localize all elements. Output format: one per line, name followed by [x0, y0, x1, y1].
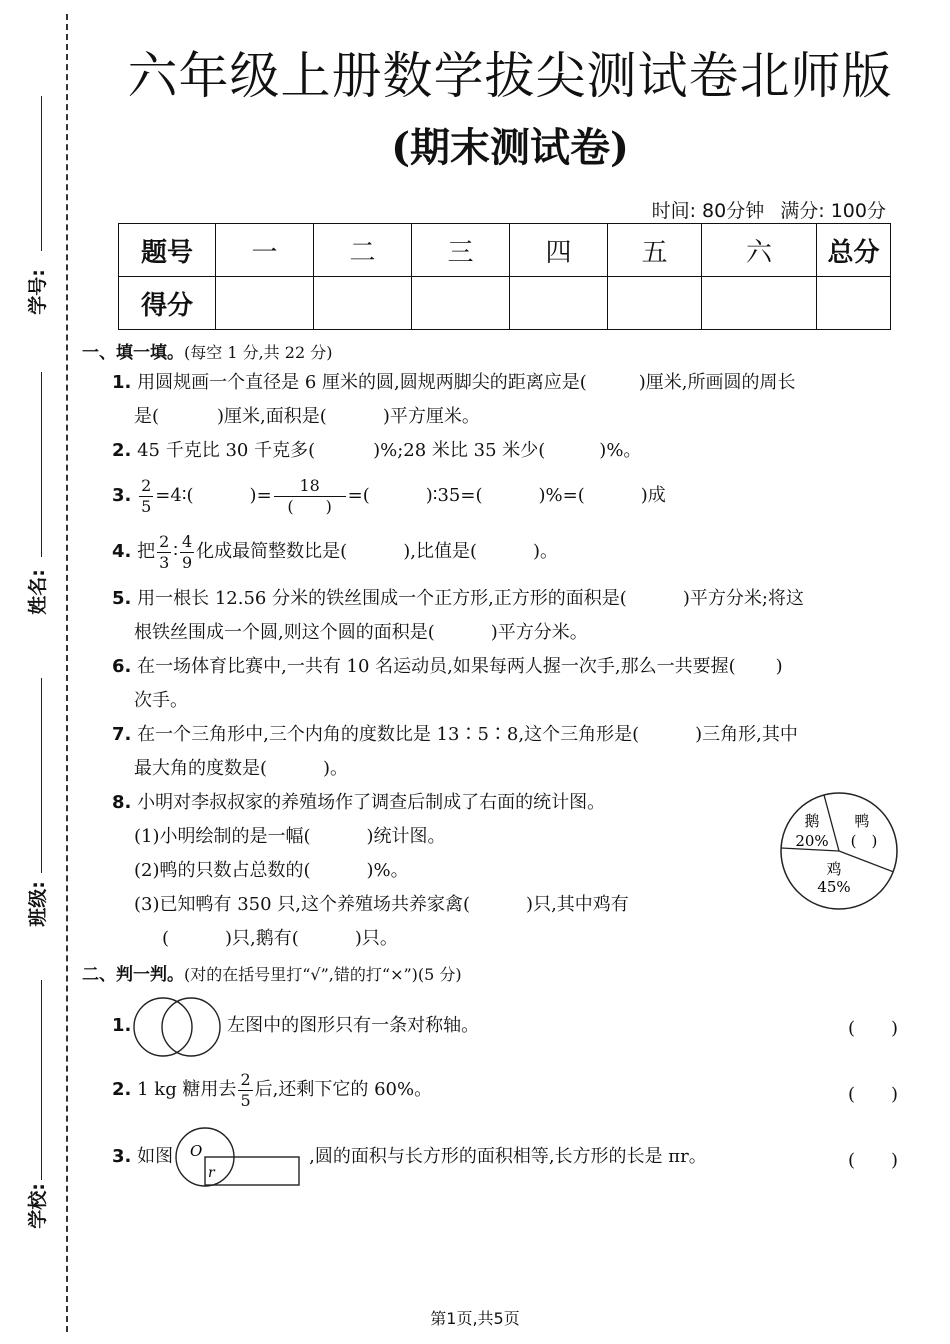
question-1-2 — [112, 434, 902, 468]
section2-title — [82, 960, 462, 985]
question-text: )三角形,其中 — [695, 724, 798, 745]
question-text: )厘米,面积是( — [217, 406, 327, 427]
score-cell[interactable] — [608, 277, 702, 330]
radius-label-r: r — [208, 1165, 215, 1181]
question-text: 在一场体育比赛中,一共有 10 名运动员,如果每两人握一次手,那么一共要握( — [137, 656, 736, 677]
fraction-denominator: 3 — [159, 552, 170, 572]
section2-heading: 二、判一判。 — [82, 965, 184, 985]
score-table-header-row — [119, 224, 891, 277]
fraction-numerator: 2 — [141, 475, 152, 495]
section1-heading: 一、填一填。 — [82, 343, 184, 363]
question-1-8 — [112, 786, 772, 956]
question-1-4 — [112, 530, 902, 574]
question-number: 2. — [112, 1079, 132, 1100]
page-footer: 第1页,共5页 — [430, 1309, 520, 1328]
pie-label-chicken: 鸡 — [826, 860, 842, 878]
name-label: 姓名: — [26, 569, 49, 615]
section1-title — [82, 338, 332, 363]
left-circle — [134, 998, 192, 1056]
section2-note: (对的在括号里打“√”,错的打“×”)(5 分) — [184, 965, 462, 984]
right-circle — [162, 998, 220, 1056]
score-cell[interactable] — [412, 277, 510, 330]
question-number: 3. — [112, 485, 132, 506]
question-text: )%。 — [599, 440, 642, 461]
binding-dashed-line — [66, 14, 68, 1332]
question-text: )只,鹅有( — [225, 928, 299, 949]
student-id-field — [14, 96, 54, 316]
exam-time: 时间: 80分钟 — [651, 200, 765, 222]
score-header-cell: 总分 — [817, 224, 891, 277]
exam-subtitle: (期末测试卷) — [391, 124, 629, 171]
score-header-cell: 四 — [510, 224, 608, 277]
fraction-denominator: 5 — [141, 496, 152, 516]
question-text: )统计图。 — [366, 826, 446, 847]
exam-full-score: 满分: 100分 — [780, 200, 886, 222]
question-text: 左图中的图形只有一条对称轴。 — [227, 1015, 480, 1036]
pie-value-goose: 20% — [795, 832, 829, 850]
center-label-o: O — [190, 1142, 203, 1160]
question-text: )。 — [323, 758, 349, 779]
question-text: ,圆的面积与长方形的面积相等,长方形的长是 πr。 — [309, 1146, 707, 1167]
pie-value-chicken: 45% — [817, 878, 851, 896]
fraction-numerator: 4 — [181, 531, 193, 551]
score-header-cell: 二 — [314, 224, 412, 277]
score-header-cell: 题号 — [119, 224, 216, 277]
judge-paren[interactable]: ( ) — [847, 1084, 898, 1105]
score-header-cell: 三 — [412, 224, 510, 277]
pie-slice-boundary — [839, 851, 893, 872]
question-number: 6. — [112, 656, 132, 677]
question-text: )%;28 米比 35 米少( — [373, 440, 546, 461]
question-text: (3)已知鸭有 350 只,这个养殖场共养家禽( — [134, 894, 471, 915]
fraction-denominator-blank[interactable]: ( ) — [287, 496, 332, 516]
judge-paren[interactable]: ( ) — [847, 1018, 898, 1039]
fraction-4-9 — [180, 532, 194, 573]
question-2-2 — [112, 1068, 902, 1112]
pie-label-duck: 鸭 — [854, 812, 870, 830]
question-text: )只,其中鸡有 — [526, 894, 629, 915]
class-label: 班级: — [26, 881, 49, 927]
question-text: 把 — [137, 541, 156, 562]
score-row-label: 得分 — [119, 277, 216, 330]
question-text: 如图 — [137, 1146, 174, 1167]
class-line[interactable] — [41, 678, 42, 873]
question-text: )%。 — [366, 860, 409, 881]
score-header-cell: 一 — [216, 224, 314, 277]
ratio-colon: ∶ — [173, 541, 178, 562]
question-text: 次手。 — [134, 690, 188, 711]
score-cell[interactable] — [216, 277, 314, 330]
question-1-1 — [112, 366, 902, 434]
score-cell[interactable] — [702, 277, 817, 330]
score-header-cell: 五 — [608, 224, 702, 277]
question-number: 2. — [112, 440, 132, 461]
fraction-denominator: 9 — [181, 552, 193, 572]
circle-rectangle-figure — [174, 1126, 302, 1188]
question-1-6 — [112, 650, 902, 718]
question-text: )厘米,所画圆的周长 — [638, 372, 796, 393]
question-text: )%=( — [538, 485, 585, 506]
question-text: )成 — [640, 485, 666, 506]
question-text: 用一根长 12.56 分米的铁丝围成一个正方形,正方形的面积是( — [137, 588, 627, 609]
poultry-pie-chart — [776, 788, 902, 914]
question-text: )平方厘米。 — [382, 406, 480, 427]
score-table — [118, 223, 891, 330]
school-label: 学校: — [26, 1183, 49, 1229]
question-text: 最大角的度数是( — [134, 758, 268, 779]
fraction-denominator: 5 — [240, 1090, 251, 1110]
pie-value-duck: ( ) — [850, 832, 878, 850]
question-text: ( — [162, 928, 170, 949]
question-text: 后,还剩下它的 60%。 — [254, 1079, 433, 1100]
question-text: 1 kg 糖用去 — [137, 1079, 237, 1100]
score-cell[interactable] — [510, 277, 608, 330]
question-text: =( — [347, 485, 370, 506]
question-number: 7. — [112, 724, 132, 745]
score-cell[interactable] — [314, 277, 412, 330]
fraction-2-5 — [139, 476, 153, 517]
rectangle — [205, 1157, 299, 1185]
exam-title: 六年级上册数学拔尖测试卷北师版 — [127, 47, 893, 105]
fraction-18-blank — [274, 476, 346, 517]
question-text: )= — [249, 485, 272, 506]
fraction-2-5 — [238, 1070, 252, 1111]
exam-info — [642, 196, 886, 223]
question-number: 5. — [112, 588, 132, 609]
name-field — [14, 372, 54, 622]
student-id-label: 学号: — [26, 269, 49, 315]
name-line[interactable] — [41, 372, 42, 557]
school-field — [14, 980, 54, 1240]
question-number: 1. — [112, 1015, 132, 1036]
question-text: 小明对李叔叔家的养殖场作了调查后制成了右面的统计图。 — [137, 792, 606, 813]
question-text: 在一个三角形中,三个内角的度数比是 13∶5∶8,这个三角形是( — [137, 724, 640, 745]
question-1-7 — [112, 718, 902, 786]
score-cell[interactable] — [817, 277, 891, 330]
section1-note: (每空 1 分,共 22 分) — [184, 343, 333, 362]
question-number: 1. — [112, 372, 132, 393]
question-number: 8. — [112, 792, 132, 813]
school-line[interactable] — [41, 980, 42, 1180]
question-text: 45 千克比 30 千克多( — [137, 440, 316, 461]
fraction-2-3 — [157, 532, 171, 573]
score-table-score-row — [119, 277, 891, 330]
question-text: )平方分米;将这 — [682, 588, 804, 609]
question-text: (2)鸭的只数占总数的( — [134, 860, 311, 881]
question-text: ) — [775, 656, 783, 677]
class-field — [14, 678, 54, 938]
question-text: )只。 — [354, 928, 398, 949]
question-number: 4. — [112, 541, 132, 562]
fraction-numerator: 2 — [240, 1069, 251, 1089]
score-header-cell: 六 — [702, 224, 817, 277]
student-id-line[interactable] — [41, 96, 42, 251]
question-1-3 — [112, 474, 902, 518]
question-text: (1)小明绘制的是一幅( — [134, 826, 311, 847]
question-2-1 — [112, 1009, 902, 1043]
two-circles-figure — [130, 996, 224, 1058]
question-text: 是( — [134, 406, 160, 427]
question-text: ),比值是( — [403, 541, 477, 562]
question-text: 用圆规画一个直径是 6 厘米的圆,圆规两脚尖的距离应是( — [137, 372, 587, 393]
question-text: )∶35=( — [425, 485, 483, 506]
question-text: )。 — [532, 541, 559, 562]
question-number: 3. — [112, 1146, 132, 1167]
judge-paren[interactable]: ( ) — [847, 1150, 898, 1171]
question-text: 化成最简整数比是( — [196, 541, 348, 562]
question-text: =4∶( — [155, 485, 194, 506]
question-text: )平方分米。 — [490, 622, 588, 643]
fraction-numerator: 2 — [159, 531, 170, 551]
question-text: 根铁丝围成一个圆,则这个圆的面积是( — [134, 622, 435, 643]
pie-label-goose: 鹅 — [804, 812, 820, 830]
question-1-5 — [112, 582, 902, 650]
fraction-numerator: 18 — [274, 476, 346, 497]
